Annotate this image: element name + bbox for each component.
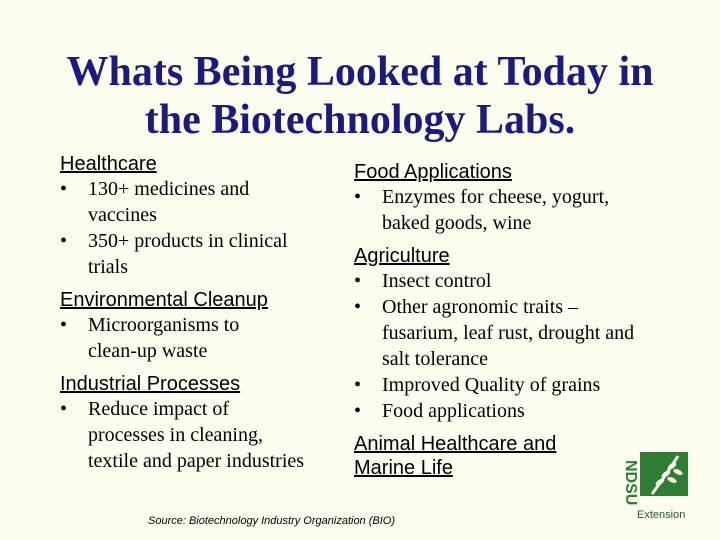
list-item: • Reduce impact of processes in cleaning, textile and paper industries xyxy=(60,398,305,472)
list-item: • Microorganisms to clean-up waste xyxy=(60,314,240,362)
list-item: • 350+ products in clinical trials xyxy=(60,230,288,278)
left-column xyxy=(60,152,350,482)
environmental-list xyxy=(60,312,350,364)
wheat-icon xyxy=(640,452,688,496)
list-item: • Other agronomic traits – fusarium, leaf rust, drought and salt tolerance xyxy=(354,296,635,370)
right-column xyxy=(354,160,704,480)
industrial-list xyxy=(60,396,350,474)
list-item: • 130+ medicines and vaccines xyxy=(60,178,250,226)
heading-food-applications: Food Applications xyxy=(354,161,512,183)
list-item: • Food applications xyxy=(354,400,525,422)
agriculture-list xyxy=(354,268,704,424)
heading-healthcare: Healthcare xyxy=(60,153,157,175)
page-title: Whats Being Looked at Today in the Biotechnology Labs. xyxy=(66,49,654,143)
logo-caption: Extension xyxy=(637,509,686,521)
source-citation: Source: Biotechnology Industry Organization (BIO) xyxy=(148,515,396,527)
logo-letters: NDSU xyxy=(622,460,639,506)
list-item: • Improved Quality of grains xyxy=(354,374,601,396)
heading-environmental-cleanup: Environmental Cleanup xyxy=(60,289,268,311)
food-list xyxy=(354,184,704,236)
heading-agriculture: Agriculture xyxy=(354,245,450,267)
healthcare-list xyxy=(60,176,350,280)
heading-animal-healthcare: Animal Healthcare and Marine Life xyxy=(354,433,557,479)
heading-industrial-processes: Industrial Processes xyxy=(60,373,241,395)
list-item: • Insect control xyxy=(354,270,492,292)
list-item: • Enzymes for cheese, yogurt, baked goods, wine xyxy=(354,186,610,234)
